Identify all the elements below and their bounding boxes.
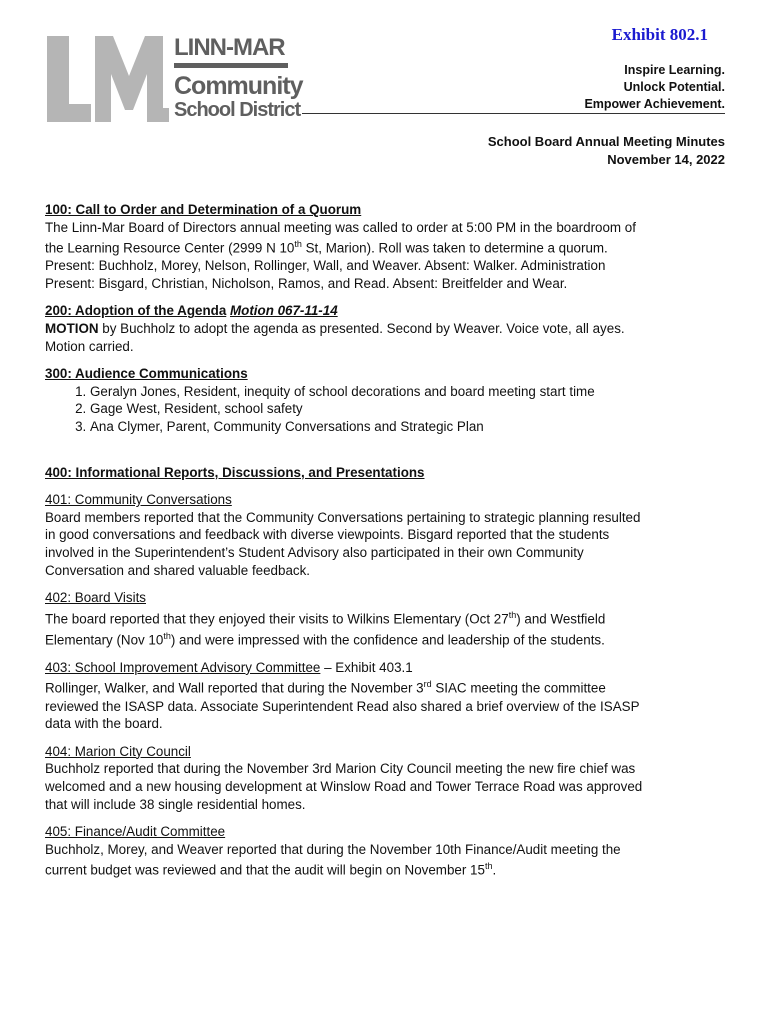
section-heading: 200: Adoption of the Agenda (45, 303, 227, 319)
lm-logo-mark (47, 36, 171, 122)
paragraph-line: Elementary (Nov 10th) and were impressed with the confidence and leadership of the students. (45, 630, 605, 648)
paragraph-line: Board members reported that the Community Conversations pertaining to strategic planning resulted (45, 509, 641, 525)
paragraph-line: involved in the Superintendent’s Student Advisory also participated in their own Community (45, 544, 584, 560)
tagline-line-3: Empower Achievement. (584, 97, 725, 111)
paragraph-line: Conversation and shared valuable feedback. (45, 562, 311, 578)
section-heading: 300: Audience Communications (45, 366, 248, 382)
subsection-heading: 402: Board Visits (45, 590, 146, 606)
header-rule (302, 113, 725, 114)
section-401 (45, 491, 735, 579)
paragraph-line: reviewed the ISASP data. Associate Superintendent Read also shared a brief overview of the ISASP (45, 698, 640, 714)
section-300 (45, 365, 735, 435)
paragraph-line: the Learning Resource Center (2999 N 10th St, Marion). Roll was taken to determine a quorum. (45, 239, 608, 256)
paragraph-line: The Linn-Mar Board of Directors annual meeting was called to order at 5:00 PM in the boardroom of (45, 219, 636, 235)
minutes-body (45, 201, 735, 889)
paragraph-line: data with the board. (45, 716, 163, 732)
paragraph-line: in good conversations and feedback with diverse viewpoints. Bisgard reported that the students (45, 527, 610, 543)
section-403 (45, 659, 735, 733)
list-item: 2. Gage West, Resident, school safety (90, 400, 735, 418)
logo-line-2: Community (174, 72, 303, 100)
exhibit-label: Exhibit 802.1 (611, 25, 708, 44)
paragraph-line: Rollinger, Walker, and Wall reported that during the November 3rd SIAC meeting the committee (45, 679, 606, 696)
paragraph-line: Present: Bisgard, Christian, Nicholson, Ramos, and Read. Absent: Breitfelder and Wear. (45, 275, 568, 291)
document-title (488, 133, 725, 169)
title-line-1: School Board Annual Meeting Minutes (487, 134, 725, 149)
section-heading: 100: Call to Order and Determination of a Quorum (45, 202, 362, 217)
logo-line-1: LINN-MAR (174, 34, 285, 61)
exhibit-reference: – Exhibit 403.1 (320, 659, 413, 675)
motion-reference: Motion 067-11-14 (230, 303, 338, 319)
section-404 (45, 743, 735, 813)
paragraph-line: MOTION by Buchholz to adopt the agenda as presented. Second by Weaver. Voice vote, all ayes. (45, 321, 625, 337)
tagline-line-1: Inspire Learning. (624, 63, 725, 77)
logo-bar (174, 63, 288, 68)
logo-line-3: School District (174, 99, 301, 121)
communications-list (45, 383, 735, 436)
tagline-line-2: Unlock Potential. (623, 80, 725, 94)
district-logo (47, 34, 303, 122)
tagline (584, 62, 725, 113)
subsection-heading: 405: Finance/Audit Committee (45, 824, 226, 840)
subsection-heading: 401: Community Conversations (45, 492, 232, 508)
section-400 (45, 464, 735, 482)
paragraph-line: The board reported that they enjoyed their visits to Wilkins Elementary (Oct 27th) and Westfield (45, 609, 606, 627)
paragraph-line: Present: Buchholz, Morey, Nelson, Rollinger, Wall, and Weaver. Absent: Walker. Administration (45, 258, 606, 274)
title-date: November 14, 2022 (607, 152, 725, 167)
paragraph-line: Buchholz, Morey, and Weaver reported that during the November 10th Finance/Audit meeting the (45, 841, 621, 857)
section-402 (45, 589, 735, 649)
subsection-heading: 404: Marion City Council (45, 743, 191, 759)
subsection-heading: 403: School Improvement Advisory Committee (45, 659, 321, 675)
section-100 (45, 201, 735, 292)
paragraph-line: Motion carried. (45, 338, 134, 354)
paragraph-line: current budget was reviewed and that the audit will begin on November 15th. (45, 861, 497, 878)
paragraph-line: Buchholz reported that during the November 3rd Marion City Council meeting the new fire chief was (45, 761, 636, 777)
paragraph-line: that will include 38 single residential homes. (45, 796, 306, 812)
paragraph-line: welcomed and a new housing development at Winslow Road and Tower Terrace Road was approved (45, 778, 643, 794)
list-item: 1. Geralyn Jones, Resident, inequity of school decorations and board meeting start time (90, 383, 735, 401)
section-405 (45, 823, 735, 879)
section-200 (45, 302, 735, 355)
list-item: 3. Ana Clymer, Parent, Community Conversations and Strategic Plan (90, 418, 735, 436)
section-heading: 400: Informational Reports, Discussions, and Presentations (45, 464, 425, 480)
